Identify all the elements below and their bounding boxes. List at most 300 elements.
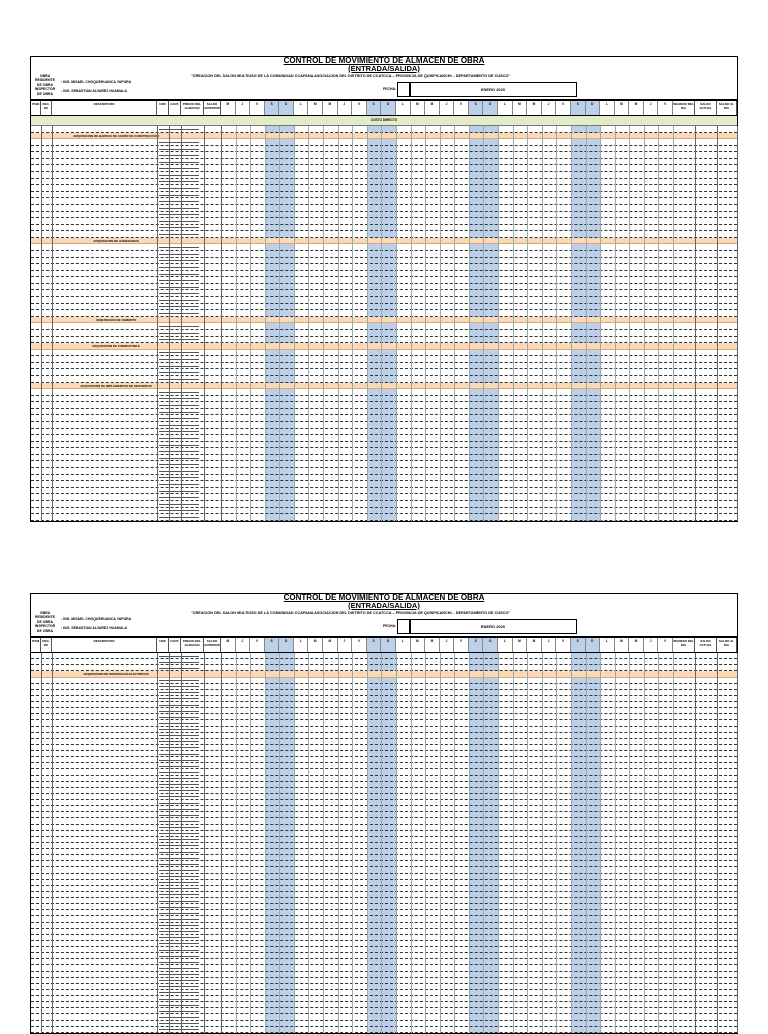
day-header: D (586, 101, 601, 115)
row-divider (159, 833, 199, 834)
day-header: J (236, 101, 251, 115)
day-header: M (629, 101, 644, 115)
category-row (31, 317, 737, 324)
day-header: J (542, 101, 557, 115)
fecha-label: FECHA: (383, 87, 397, 91)
table-row (31, 350, 737, 357)
month-label: ENERO 2020 (409, 82, 577, 97)
day-header: V (658, 101, 673, 115)
project-name: "CREACION DEL SALON MULTIUSO DE LA COMUNIDAD CCAPANA ASOCIACION DEL DISTRITO DE CCATCCA – PROVINCIA DE QUISPICANCHI – DEPARTAMENTO DE CUSCO" (191, 74, 511, 78)
row-divider (159, 839, 199, 840)
info-bar (30, 610, 738, 637)
row-divider (159, 201, 199, 202)
table-row (31, 475, 737, 482)
day-header: S (367, 101, 382, 115)
section-costo-directo: COSTO DIRECTO (31, 116, 737, 126)
label-inspector: INSPECTOR DE OBRA (34, 87, 56, 96)
row-divider (159, 464, 199, 465)
day-header: J (542, 638, 557, 652)
day-header: V (556, 638, 571, 652)
row-divider (159, 221, 199, 222)
row-divider (159, 907, 199, 908)
row-divider (159, 313, 199, 314)
table-row (31, 146, 737, 153)
row-divider (159, 766, 199, 767)
table-row (31, 277, 737, 284)
row-divider (159, 894, 199, 895)
table-row (31, 205, 737, 212)
day-header: J (338, 101, 353, 115)
table-row (31, 244, 737, 251)
row-divider (159, 772, 199, 773)
row-divider (159, 723, 199, 724)
column-header: CANT. (169, 638, 181, 652)
row-divider (159, 986, 199, 987)
row-divider (159, 247, 199, 248)
day-header: S (265, 638, 280, 652)
day-header: V (352, 638, 367, 652)
day-header: J (338, 638, 353, 652)
table-row (31, 409, 737, 416)
category-label: ADQUISICION DE BARRAS DE ACERO DE CONSTRUCCION (73, 133, 159, 138)
row-divider (159, 999, 199, 1000)
row-divider (159, 366, 199, 367)
category-label: ADQUISICION DE CEMENTO (95, 317, 137, 322)
row-divider (159, 306, 199, 307)
day-header: V (454, 638, 469, 652)
day-header: L (498, 638, 513, 652)
day-header: V (454, 101, 469, 115)
row-divider (159, 925, 199, 926)
row-divider (159, 352, 199, 353)
grid-body (31, 126, 737, 521)
row-divider (159, 754, 199, 755)
row-divider (159, 992, 199, 993)
row-divider (159, 974, 199, 975)
row-divider (159, 796, 199, 797)
row-divider (159, 950, 199, 951)
row-divider (159, 711, 199, 712)
category-row (31, 343, 737, 350)
row-divider (159, 778, 199, 779)
table-row (31, 284, 737, 291)
day-header: J (440, 638, 455, 652)
column-header: UND (157, 101, 169, 115)
column-header: REG. DE (41, 101, 52, 115)
row-divider (159, 379, 199, 380)
column-header: SALDO AL DIA (717, 638, 737, 652)
grid-header (31, 101, 737, 116)
row-divider (159, 760, 199, 761)
column-header: SALDO ANTERIOR (204, 638, 221, 652)
fecha-label: FECHA: (383, 624, 397, 628)
row-divider (159, 491, 199, 492)
table-row (31, 165, 737, 172)
category-row (31, 133, 737, 140)
day-header: D (279, 638, 294, 652)
table-row (31, 389, 737, 396)
info-bar (30, 73, 738, 100)
table-row (31, 337, 737, 344)
row-divider (159, 333, 199, 334)
day-header: S (265, 101, 280, 115)
row-divider (159, 168, 199, 169)
row-divider (159, 372, 199, 373)
row-divider (159, 729, 199, 730)
row-divider (159, 790, 199, 791)
table-row (31, 330, 737, 337)
row-divider (159, 510, 199, 511)
column-header: UND (157, 638, 169, 652)
day-header: M (308, 638, 323, 652)
table-row (31, 494, 737, 501)
day-header: M (323, 638, 338, 652)
row-divider (159, 188, 199, 189)
label-residente: RESIDENTE DE OBRA (34, 615, 56, 624)
row-divider (159, 705, 199, 706)
table-row (31, 514, 737, 521)
row-divider (159, 913, 199, 914)
residente-name: : ING. MISAEL CHOQUEHUANCA YAPURA (61, 80, 132, 84)
row-divider (159, 484, 199, 485)
column-header: ITEM (31, 638, 41, 652)
row-divider (159, 962, 199, 963)
row-divider (159, 300, 199, 301)
column-header: REG. DE (41, 638, 52, 652)
row-divider (159, 162, 199, 163)
info-labels (33, 74, 57, 96)
day-header: S (571, 638, 586, 652)
row-divider (159, 254, 199, 255)
grid-body (31, 653, 737, 1033)
table-row (31, 396, 737, 403)
table-row (31, 402, 737, 409)
row-divider (159, 398, 199, 399)
day-header: S (571, 101, 586, 115)
row-divider (159, 1011, 199, 1012)
table-row (31, 212, 737, 219)
info-names (61, 78, 131, 96)
table-row (31, 376, 737, 383)
movement-grid (30, 637, 738, 1034)
row-divider (159, 412, 199, 413)
row-divider (159, 784, 199, 785)
day-header: M (527, 101, 542, 115)
table-row (31, 448, 737, 455)
day-header: L (396, 101, 411, 115)
row-divider (159, 149, 199, 150)
day-header: S (367, 638, 382, 652)
row-divider (159, 919, 199, 920)
category-label: ADQUISICION DE MATERIALES ELECTRICOS (83, 672, 149, 677)
row-divider (159, 870, 199, 871)
label-obra: OBRA (39, 74, 51, 78)
day-header: V (352, 101, 367, 115)
day-header: M (221, 101, 236, 115)
table-row (31, 264, 737, 271)
row-divider (159, 698, 199, 699)
day-header: M (221, 638, 236, 652)
category-row (31, 238, 737, 245)
grid-line (737, 126, 738, 521)
row-divider (159, 858, 199, 859)
row-divider (159, 234, 199, 235)
day-header: D (586, 638, 601, 652)
table-row (31, 508, 737, 515)
category-label: ADQUISICION DE COMBUSTIBLE (92, 344, 140, 349)
row-divider (159, 956, 199, 957)
row-divider (159, 425, 199, 426)
table-row (31, 271, 737, 278)
row-divider (159, 458, 199, 459)
row-divider (159, 1005, 199, 1006)
row-divider (159, 882, 199, 883)
table-row (31, 258, 737, 265)
row-divider (159, 662, 199, 663)
sheet-title (30, 56, 738, 73)
table-row (31, 126, 737, 133)
column-header: SALDO ACTUAL (695, 101, 717, 115)
category-label: ADQUISICION DE AGREGADOS (93, 238, 139, 243)
row-divider (159, 717, 199, 718)
day-header: M (615, 638, 630, 652)
table-row (31, 461, 737, 468)
row-divider (159, 451, 199, 452)
row-divider (159, 692, 199, 693)
column-header: ITEM (31, 101, 41, 115)
column-header: INGRESO DEL DIA (673, 638, 695, 652)
row-divider (159, 274, 199, 275)
row-divider (159, 680, 199, 681)
main-title: CONTROL DE MOVIMIENTO DE ALMACEN DE OBRA (283, 56, 485, 65)
table-row (31, 415, 737, 422)
residente-name: : ING. MISAEL CHOQUEHUANCA YAPURA (61, 617, 132, 621)
column-header: SALDO AL DIA (717, 101, 737, 115)
row-divider (159, 445, 199, 446)
info-labels (33, 611, 57, 633)
row-divider (159, 686, 199, 687)
table-row (31, 310, 737, 317)
column-header: DESCRIPCION (52, 638, 157, 652)
row-divider (159, 901, 199, 902)
table-row (31, 152, 737, 159)
table-row (31, 363, 737, 370)
day-header: J (440, 101, 455, 115)
table-row (31, 1027, 737, 1033)
day-header: D (483, 101, 498, 115)
table-row (31, 231, 737, 238)
row-divider (159, 155, 199, 156)
row-divider (159, 208, 199, 209)
table-row (31, 369, 737, 376)
row-divider (159, 931, 199, 932)
day-header: M (425, 101, 440, 115)
day-header: J (644, 101, 659, 115)
row-divider (159, 260, 199, 261)
table-row (31, 192, 737, 199)
table-row (31, 290, 737, 297)
row-divider (159, 392, 199, 393)
row-divider (159, 943, 199, 944)
table-row (31, 323, 737, 330)
table-row (31, 297, 737, 304)
day-header: M (323, 101, 338, 115)
main-subtitle: (ENTRADA/SALIDA) (348, 64, 420, 73)
table-row (31, 468, 737, 475)
table-row (31, 251, 737, 258)
table-row (31, 435, 737, 442)
day-header: L (498, 101, 513, 115)
table-row (31, 481, 737, 488)
table-row (31, 225, 737, 232)
row-divider (159, 293, 199, 294)
day-header: L (294, 638, 309, 652)
day-header: V (250, 101, 265, 115)
day-header: D (381, 101, 396, 115)
category-row (31, 383, 737, 390)
day-header: L (396, 638, 411, 652)
info-names (61, 615, 131, 633)
row-divider (159, 142, 199, 143)
day-header: M (513, 101, 528, 115)
table-row (31, 139, 737, 146)
row-divider (159, 477, 199, 478)
row-divider (159, 267, 199, 268)
row-divider (159, 227, 199, 228)
day-header: D (381, 638, 396, 652)
row-divider (159, 418, 199, 419)
row-divider (159, 517, 199, 518)
row-divider (159, 827, 199, 828)
row-divider (159, 741, 199, 742)
row-divider (159, 497, 199, 498)
row-divider (159, 937, 199, 938)
row-divider (159, 405, 199, 406)
row-divider (159, 888, 199, 889)
day-header: M (629, 638, 644, 652)
row-divider (159, 747, 199, 748)
day-header: S (469, 101, 484, 115)
day-header: M (425, 638, 440, 652)
table-row (31, 422, 737, 429)
column-header: PRECIO DEL ALMACEN (181, 101, 204, 115)
row-divider (159, 1029, 199, 1030)
inspector-name: : ING. SEBASTIAN ALVAREZ HUAMALA (61, 89, 128, 93)
row-divider (159, 1017, 199, 1018)
sheet-top (30, 56, 738, 522)
row-divider (159, 129, 199, 130)
row-divider (159, 326, 199, 327)
row-divider (159, 809, 199, 810)
row-divider (159, 980, 199, 981)
column-header: INGRESO DEL DIA (673, 101, 695, 115)
row-divider (159, 181, 199, 182)
table-row (31, 198, 737, 205)
row-divider (159, 287, 199, 288)
row-divider (159, 504, 199, 505)
day-header: S (469, 638, 484, 652)
day-header: J (236, 638, 251, 652)
row-divider (159, 803, 199, 804)
table-row (31, 159, 737, 166)
table-row (31, 172, 737, 179)
main-subtitle: (ENTRADA/SALIDA) (348, 601, 420, 610)
label-obra: OBRA (39, 611, 51, 615)
row-divider (159, 471, 199, 472)
day-header: M (411, 638, 426, 652)
table-row (31, 429, 737, 436)
table-row (31, 179, 737, 186)
day-header: D (483, 638, 498, 652)
row-divider (159, 876, 199, 877)
column-header: SALDO ACTUAL (695, 638, 717, 652)
day-header: L (294, 101, 309, 115)
row-divider (159, 280, 199, 281)
row-divider (159, 968, 199, 969)
row-divider (159, 668, 199, 669)
grid-header (31, 638, 737, 653)
row-divider (159, 214, 199, 215)
table-row (31, 356, 737, 363)
day-header: M (615, 101, 630, 115)
table-row (31, 218, 737, 225)
label-inspector: INSPECTOR DE OBRA (34, 624, 56, 633)
row-divider (159, 656, 199, 657)
day-header: M (513, 638, 528, 652)
column-header: SALDO ANTERIOR (204, 101, 221, 115)
sheet-bottom (30, 593, 738, 1034)
row-divider (159, 339, 199, 340)
row-divider (159, 815, 199, 816)
day-header: D (279, 101, 294, 115)
day-header: V (556, 101, 571, 115)
table-row (31, 455, 737, 462)
column-header: CANT. (169, 101, 181, 115)
row-divider (159, 438, 199, 439)
inspector-name: : ING. SEBASTIAN ALVAREZ HUAMALA (61, 626, 128, 630)
table-row (31, 442, 737, 449)
table-row (31, 185, 737, 192)
table-row (31, 488, 737, 495)
day-header: L (600, 638, 615, 652)
row-divider (159, 195, 199, 196)
row-divider (159, 431, 199, 432)
main-title: CONTROL DE MOVIMIENTO DE ALMACEN DE OBRA (283, 593, 485, 602)
sheet-title (30, 593, 738, 610)
day-header: L (600, 101, 615, 115)
column-header: PRECIO DEL ALMACEN (181, 638, 204, 652)
movement-grid (30, 100, 738, 522)
row-divider (159, 845, 199, 846)
table-row (31, 501, 737, 508)
grid-line (737, 653, 738, 1033)
row-divider (159, 175, 199, 176)
row-divider (159, 852, 199, 853)
day-header: J (644, 638, 659, 652)
category-label: ADQUISICION DE IMPLEMENTOS DE SEGURIDAD (80, 383, 152, 388)
project-name: "CREACION DEL SALON MULTIUSO DE LA COMUNIDAD CCAPANA ASOCIACION DEL DISTRITO DE CCATCCA – PROVINCIA DE QUISPICANCHI – DEPARTAMENTO DE CUSCO" (191, 611, 511, 615)
day-header: V (658, 638, 673, 652)
row-divider (159, 864, 199, 865)
column-header: DESCRIPCION (52, 101, 157, 115)
row-divider (159, 359, 199, 360)
day-header: M (308, 101, 323, 115)
table-row (31, 304, 737, 311)
day-header: M (411, 101, 426, 115)
row-divider (159, 735, 199, 736)
label-residente: RESIDENTE DE OBRA (34, 78, 56, 87)
row-divider (159, 821, 199, 822)
